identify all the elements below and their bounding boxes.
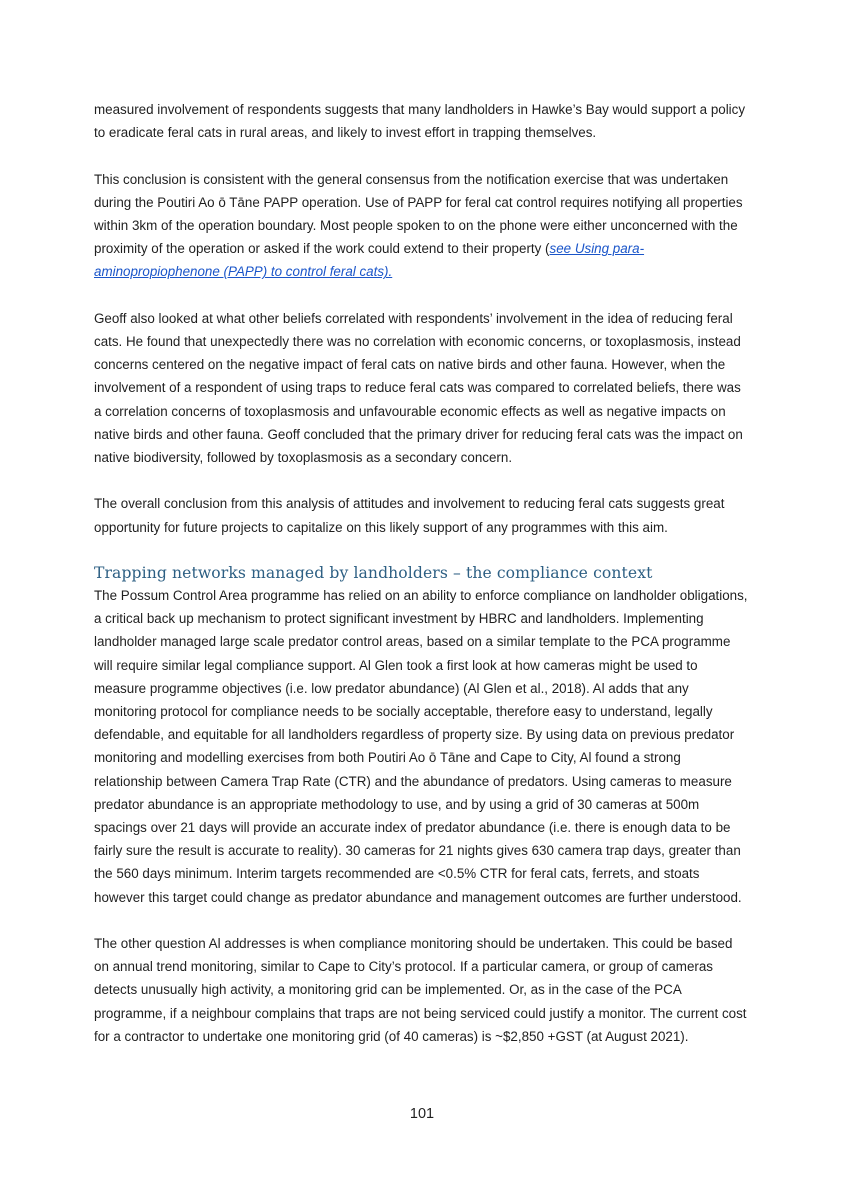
paragraph-overall-conclusion: The overall conclusion from this analysis of attitudes and involvement to reducing feral cats suggests great opportunity for future projects to capitalize on this likely support of any programmes with this aim. (94, 496, 725, 535)
page-body (94, 98, 750, 1048)
paragraph-possum-control-area: The Possum Control Area programme has relied on an ability to enforce compliance on landholder obligations, a critical back up mechanism to protect significant investment by HBRC and landholders. Implementing landholder managed large scale predator control areas, based on a similar template to the PCA programme will require similar legal compliance support. Al Glen took a first look at how cameras might be used to measure programme objectives (i.e. low predator abundance) (Al Glen et al., 2018). Al adds that any monitoring protocol for compliance needs to be socially acceptable, therefore easy to understand, legally defendable, and equitable for all landholders regardless of property size. By using data on previous predator monitoring and modelling exercises from both Poutiri Ao ō Tāne and Cape to City, Al found a strong relationship between Camera Trap Rate (CTR) and the abundance of predators. Using cameras to measure predator abundance is an appropriate methodology to use, and by using a grid of 30 cameras at 500m spacings over 21 days will provide an accurate index of predator abundance (i.e. there is enough data to be fairly sure the result is accurate to reality). 30 cameras for 21 nights gives 630 camera trap days, greater than the 560 days minimum. Interim targets recommended are <0.5% CTR for feral cats, ferrets, and stoats however this target could change as predator abundance and management outcomes are further understood. (94, 588, 748, 905)
section-heading: Trapping networks managed by landholders – the compliance context (94, 564, 653, 582)
paragraph-correlated-beliefs: Geoff also looked at what other beliefs correlated with respondents’ involvement in the idea of reducing feral cats. He found that unexpectedly there was no correlation with economic concerns, or toxoplasmosis, instead concerns centered on the negative impact of feral cats on native birds and other fauna. However, when the involvement of a respondent of using traps to reduce feral cats was compared to correlated beliefs, there was a correlation concerns of toxoplasmosis and unfavourable economic effects as well as negative impacts on native birds and other fauna. Geoff concluded that the primary driver for reducing feral cats was the impact on native biodiversity, followed by toxoplasmosis as a secondary concern. (94, 310, 743, 466)
paragraph-compliance-monitoring: The other question Al addresses is when compliance monitoring should be undertaken. This could be based on annual trend monitoring, similar to Cape to City’s protocol. If a particular camera, or group of cameras detects unusually high activity, a monitoring grid can be implemented. Or, as in the case of the PCA programme, if a neighbour complains that traps are not being serviced could justify a monitor. The current cost for a contractor to undertake one monitoring grid (of 40 cameras) is ~$2,850 +GST (at August 2021). (94, 936, 747, 1044)
paragraph-notification-text: This conclusion is consistent with the general consensus from the notification exercise that was undertaken during the Poutiri Ao ō Tāne PAPP operation. Use of PAPP for feral cat control requires notifying all properties within 3km of the operation boundary. Most people spoken to on the phone were either unconcerned with the proximity of the operation or asked if the work could extend to their property ( (94, 171, 743, 257)
papp-reference-link[interactable]: see Using para-aminopropiophenone (PAPP) to control feral cats). (94, 241, 645, 280)
page-number: 101 (409, 1106, 435, 1122)
paragraph-notification-exercise (94, 168, 750, 284)
paragraph-respondents-involvement: measured involvement of respondents suggests that many landholders in Hawke’s Bay would support a policy to eradicate feral cats in rural areas, and likely to invest effort in trapping themselves. (94, 102, 746, 141)
